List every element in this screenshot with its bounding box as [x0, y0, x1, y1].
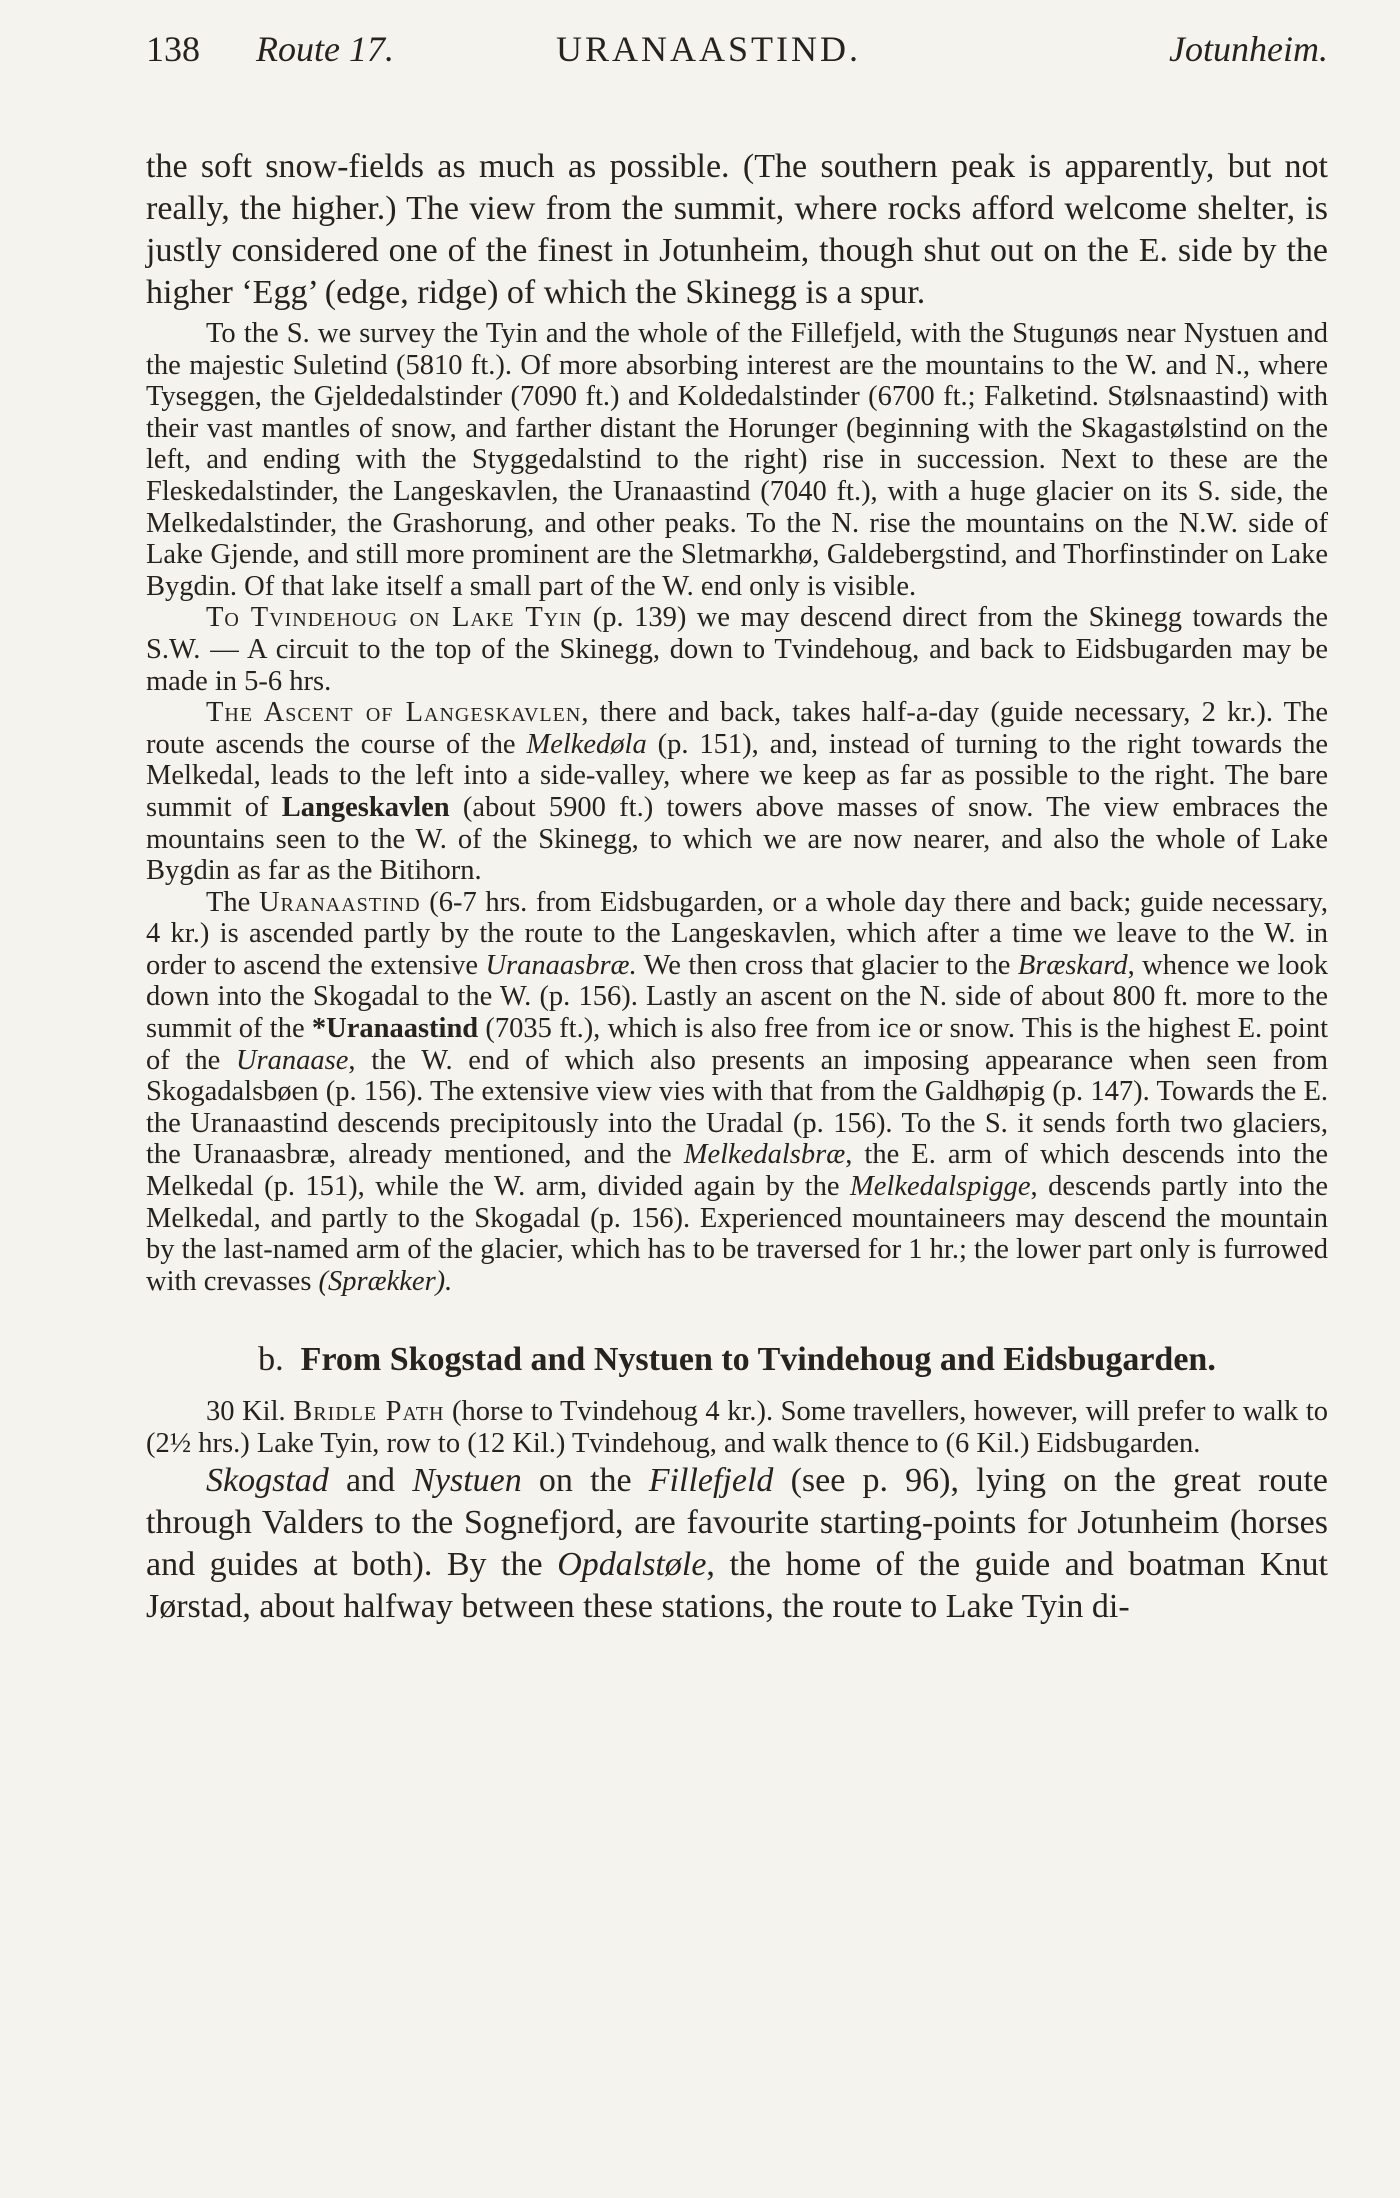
running-head [146, 28, 1328, 80]
section-lead-bridle-path: Bridle Path [293, 1396, 445, 1428]
paragraph-uranaastind: The Uranaastind (6-7 hrs. from Eidsbugarden, or a whole day there and back; guide necessary, 4 kr.) is ascended partly by the route to the Langeskavlen, which after a time we leave to the W. in order to ascend the extensive Uranaasbræ. We then cross that glacier to the Bræskard, whence we look down into the Skogadal to the W. (p. 156). Lastly an ascent on the N. side of about 800 ft. more to the summit of the *Uranaastind (7035 ft.), which is also free from ice or snow. This is the highest E. point of the Uranaase, the W. end of which also presents an imposing appearance when seen from Skogadalsbøen (p. 156). The extensive view vies with that from the Galdhøpig (p. 147). Towards the E. the Uranaastind descends precipitously into the Uradal (p. 156). To the S. it sends forth two glaciers, the Uranaasbræ, already mentioned, and the Melkedalsbræ, the E. arm of which descends into the Melkedal (p. 151), while the W. arm, divided again by the Melkedalspigge, descends partly into the Melkedal, and partly to the Skogadal (p. 156). Experienced mountaineers may descend the mountain by the last-named arm of the glacier, which has to be traversed for 1 hr.; the lower part only is furrowed with crevasses (Sprækker). [146, 886, 1329, 1297]
paragraph-summit-view: the soft snow-fields as much as possible. (The southern peak is apparently, but not really, the higher.) The view from the summit, where rocks afford welcome shelter, is justly considered one of the finest in Jotunheim, though shut out on the E. side by the higher ‘Egg’ (edge, ridge) of which the Skinegg is a spur. [146, 148, 1328, 311]
paragraph-tvindehoug: To Tvindehoug on Lake Tyin (p. 139) we may descend direct from the Skinegg towards the S.W. — A circuit to the top of the Skinegg, down to Tvindehoug, and back to Eidsbugarden may be made in 5-6 hrs. [146, 602, 1328, 697]
paragraph-bridle-path: 30 Kil. Bridle Path (horse to Tvindehoug 4 kr.). Some travellers, however, will prefer to walk to (2½ hrs.) Lake Tyin, row to (12 Kil.) Tvindehoug, and walk thence to (6 Kil.) Eidsbugarden. [146, 1396, 1329, 1459]
section-lead-uranaastind: Uranaastind [258, 886, 421, 918]
page-number: 138 [146, 29, 200, 69]
route-label: Route 17. [256, 29, 394, 69]
section-heading [146, 1337, 1328, 1382]
section-title: From Skogstad and Nystuen to Tvindehoug and Eidsbugarden. [300, 1341, 1216, 1379]
paragraph-panorama: To the S. we survey the Tyin and the whole of the Fillefjeld, with the Stugunøs near Nystuen and the majestic Suletind (5810 ft.). Of more absorbing interest are the mountains to the W. and N., where Tyseggen, the Gjeldedalstinder (7090 ft.) and Koldedalstinder (6700 ft.; Falketind. Stølsnaastind) with their vast mantles of snow, and farther distant the Horunger (beginning with the Skagastølstind on the left, and ending with the Styggedalstind to the right) rise in succession. Next to these are the Fleskedalstinder, the Langeskavlen, the Uranaastind (7040 ft.), with a huge glacier on its S. side, the Melkedalstinder, the Grashorung, and other peaks. To the N. rise the mountains on the N.W. side of Lake Gjende, and still more prominent are the Sletmarkhø, Galdebergstind, and Thorfinstinder on Lake Bygdin. Of that lake itself a small part of the W. end only is visible. [146, 318, 1328, 602]
page-title: URANAASTIND. [556, 29, 861, 69]
section-lead-langeskavlen: The Ascent of Langeskavlen [206, 697, 582, 729]
section-lead-tvindehoug: To Tvindehoug on Lake Tyin [206, 602, 583, 634]
section-label: b. [258, 1341, 284, 1379]
paragraph-skogstad: Skogstad and Nystuen on the Fillefjeld (see p. 96), lying on the great route through Valders to the Sognefjord, are favourite starting-points for Jotunheim (horses and guides at both). By the Opdalstøle, the home of the guide and boatman Knut Jørstad, about halfway between these stations, the route to Lake Tyin di- [146, 1461, 1329, 1625]
paragraph-langeskavlen: The Ascent of Langeskavlen, there and back, takes half-a-day (guide necessary, 2 kr.). The route ascends the course of the Melkedøla (p. 151), and, instead of turning to the right towards the Melkedal, leads to the left into a side-valley, where we keep as far as possible to the right. The bare summit of Langeskavlen (about 5900 ft.) towers above masses of snow. The view embraces the mountains seen to the W. of the Skinegg, to which we are now nearer, and also the whole of Lake Bygdin as far as the Bitihorn. [146, 697, 1328, 887]
region-label: Jotunheim. [1169, 29, 1328, 69]
